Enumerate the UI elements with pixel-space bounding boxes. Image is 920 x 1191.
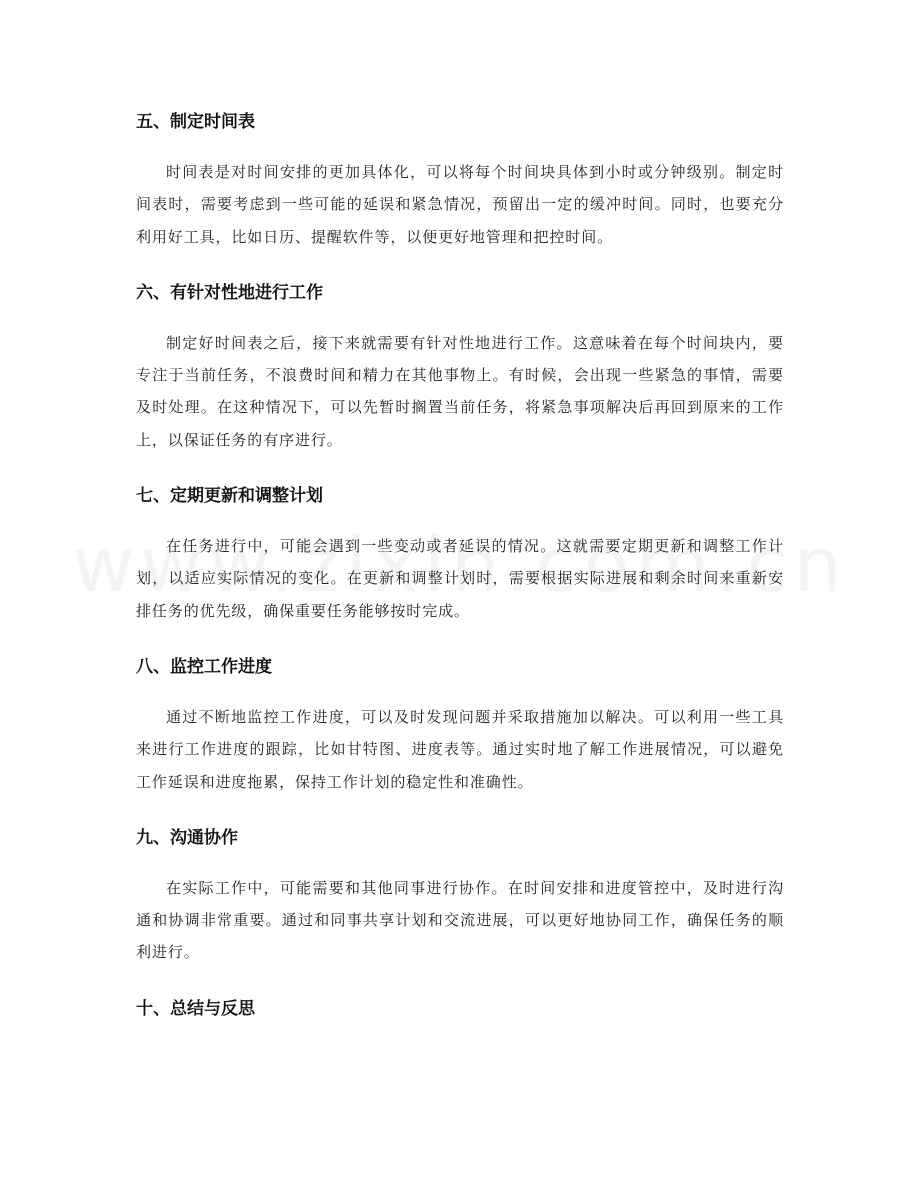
document-content [136, 104, 784, 1027]
section-10 [136, 991, 784, 1027]
section-heading: 七、定期更新和调整计划 [136, 486, 323, 507]
section-heading: 九、沟通协作 [136, 827, 238, 848]
section-5 [136, 104, 784, 253]
section-paragraph: 通过不断地监控工作进度，可以及时发现问题并采取措施加以解决。可以利用一些工具来进行工作进度的跟踪，比如甘特图、进度表等。通过实时地了解工作进展情况，可以避免工作延误和进度拖累，保持工作计划的稳定性和准确性。 [136, 707, 784, 791]
section-heading: 五、制定时间表 [136, 112, 255, 132]
section-paragraph: 时间表是对时间安排的更加具体化，可以将每个时间块具体到小时或分钟级别。制定时间表时，需要考虑到一些可能的延误和紧急情况，预留出一定的缓冲时间。同时，也要充分利用好工具，比如日历、提醒软件等，以便更好地管理和把控时间。 [136, 163, 784, 246]
section-7 [136, 478, 784, 627]
section-6 [136, 275, 784, 456]
section-paragraph: 在任务进行中，可能会遇到一些变动或者延误的情况。这就需要定期更新和调整工作计划，以适应实际情况的变化。在更新和调整计划时，需要根据实际进展和剩余时间来重新安排任务的优先级，确保重要任务能够按时完成。 [136, 537, 784, 620]
section-heading: 十、总结与反思 [136, 998, 255, 1019]
section-heading: 六、有针对性地进行工作 [136, 282, 323, 303]
section-8 [136, 649, 784, 798]
section-paragraph: 制定好时间表之后，接下来就需要有针对性地进行工作。这意味着在每个时间块内，要专注于当前任务，不浪费时间和精力在其他事物上。有时候，会出现一些紧急的事情，需要及时处理。在这种情况下，可以先暂时搁置当前任务，将紧急事项解决后再回到原来的工作上，以保证任务的有序进行。 [136, 333, 784, 449]
section-9 [136, 820, 784, 969]
section-paragraph: 在实际工作中，可能需要和其他同事进行协作。在时间安排和进度管控中，及时进行沟通和协调非常重要。通过和同事共享计划和交流进展，可以更好地协同工作，确保任务的顺利进行。 [136, 878, 784, 962]
section-heading: 八、监控工作进度 [136, 656, 272, 677]
